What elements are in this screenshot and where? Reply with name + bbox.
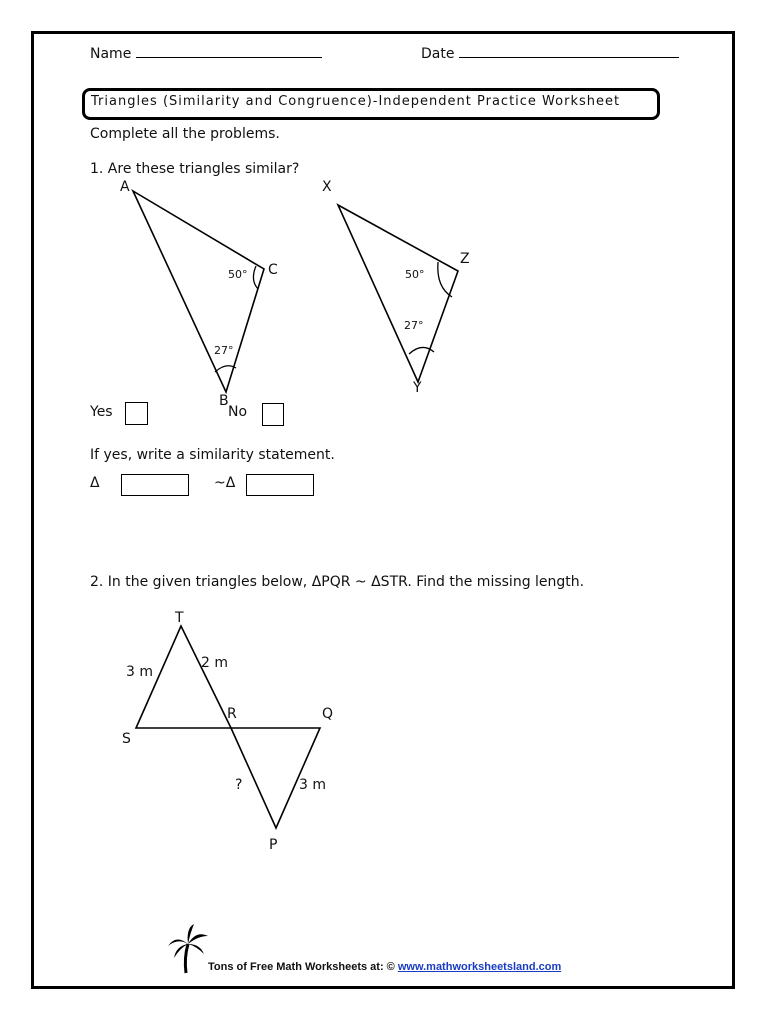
triangle2-answer-box[interactable] [246,474,314,496]
vertex-a: A [120,179,130,195]
worksheet-title: Triangles (Similarity and Congruence)-Independent Practice Worksheet [82,88,660,120]
vertex-c: C [268,262,278,278]
delta-symbol: Δ [90,475,100,491]
length-pq: 3 m [299,777,326,793]
vertex-s: S [122,731,131,747]
triangle-abc [133,191,264,392]
length-st: 3 m [126,664,153,680]
length-tr: 2 m [201,655,228,671]
footer [208,961,561,973]
similar-symbol: ~Δ [214,475,236,491]
yes-label: Yes [90,404,113,420]
angle-arc-c [253,266,258,289]
no-checkbox[interactable] [262,403,284,426]
date-label: Date [421,46,455,62]
yes-checkbox[interactable] [125,402,148,425]
problem1-question: 1. Are these triangles similar? [90,161,300,177]
vertex-x: X [322,179,332,195]
vertex-r: R [227,706,237,722]
length-rp: ? [235,777,243,793]
instructions: Complete all the problems. [90,126,280,142]
vertex-y: Y [413,380,422,396]
vertex-p: P [269,837,278,853]
triangle-xzy [338,205,458,382]
angle-b-label: 27° [214,344,234,357]
angle-c-label: 50° [228,268,248,281]
footer-link[interactable]: www.mathworksheetsland.com [397,961,562,973]
triangle1-answer-box[interactable] [121,474,189,496]
no-label: No [228,404,248,420]
similarity-prompt: If yes, write a similarity statement. [90,447,335,463]
vertex-q: Q [322,706,334,722]
vertex-z: Z [460,251,470,267]
vertex-t: T [175,610,184,626]
problem2-question: 2. In the given triangles below, ΔPQR ~ ΔSTR. Find the missing length. [90,574,585,590]
angle-y-label: 27° [404,319,424,332]
angle-z-label: 50° [405,268,425,281]
footer-text: Tons of Free Math Worksheets at: © [208,961,395,973]
vertex-b: B [219,393,229,409]
name-label: Name [90,46,132,62]
